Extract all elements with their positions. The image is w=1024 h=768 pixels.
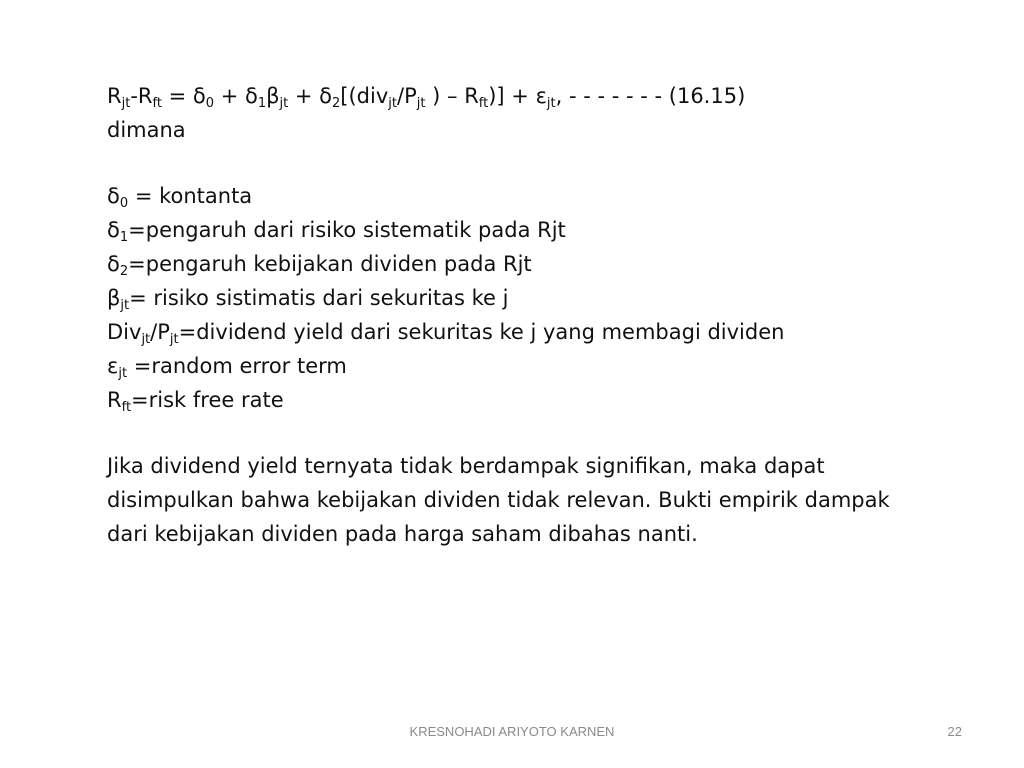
- definition-text: =pengaruh kebijakan dividen pada Rjt: [128, 252, 532, 276]
- definition-symbol: δ: [107, 184, 120, 208]
- definition-symbol: R: [107, 388, 122, 412]
- definition-subscript: jt: [141, 332, 151, 347]
- definition-risk-free: [107, 383, 897, 417]
- definition-beta: [107, 281, 897, 315]
- definition-subscript: ft: [121, 400, 132, 415]
- equation-subscript: jt: [121, 96, 131, 111]
- definition-delta1: [107, 213, 897, 247]
- equation-text: ) – R: [425, 84, 479, 108]
- spacer: [107, 417, 897, 449]
- equation-text: /P: [397, 84, 417, 108]
- definition-subscript: jt: [169, 332, 179, 347]
- equation-text: + δ: [288, 84, 333, 108]
- equation-subscript: jt: [388, 96, 397, 111]
- spacer: [107, 147, 897, 179]
- definition-epsilon: [107, 349, 897, 383]
- definition-text: =dividend yield dari sekuritas ke j yang membagi dividen: [178, 320, 785, 344]
- equation-subscript: ft: [478, 96, 489, 111]
- equation-16-15: [107, 79, 897, 113]
- definition-symbol: β: [107, 286, 121, 310]
- equation-text: , - - - - - - - (16.15): [555, 84, 746, 108]
- equation-text: = δ: [161, 84, 206, 108]
- definition-symbol: Div: [107, 320, 142, 344]
- equation-subscript: jt: [279, 96, 289, 111]
- equation-subscript: jt: [546, 96, 556, 111]
- slide-body: [107, 79, 897, 551]
- definition-symbol: ε: [107, 354, 119, 378]
- definition-text: = risiko sistimatis dari sekuritas ke j: [129, 286, 509, 310]
- equation-subscript: jt: [416, 96, 426, 111]
- equation-subscript: 2: [332, 96, 341, 111]
- footer-author: KRESNOHADI ARIYOTO KARNEN: [409, 724, 615, 739]
- definition-subscript: jt: [120, 298, 130, 313]
- definition-text: =random error term: [127, 354, 347, 378]
- definition-text: = kontanta: [128, 184, 253, 208]
- definition-delta0: [107, 179, 897, 213]
- conclusion-paragraph: Jika dividend yield ternyata tidak berdampak signifikan, maka dapat disimpulkan bahwa kebijakan dividen tidak relevan. Bukti empirik dampak dari kebijakan dividen pada harga saham dibahas nanti.: [107, 454, 890, 546]
- equation-text: )] + ε: [488, 84, 547, 108]
- definition-subscript: jt: [118, 366, 128, 381]
- equation-text: [(div: [340, 84, 389, 108]
- definition-subscript: 1: [119, 230, 129, 245]
- definition-delta2: [107, 247, 897, 281]
- equation-text: -R: [130, 84, 153, 108]
- definition-subscript: 2: [119, 264, 129, 279]
- definition-text: =risk free rate: [131, 388, 284, 412]
- equation-subscript: 0: [205, 96, 215, 111]
- definition-subscript: 0: [119, 196, 129, 211]
- equation-text: + δ: [214, 84, 258, 108]
- definition-dividend-yield: [107, 315, 897, 349]
- definition-symbol: /P: [150, 320, 170, 344]
- equation-subscript: 1: [257, 96, 267, 111]
- dimana-label: dimana: [107, 118, 186, 142]
- definition-text: =pengaruh dari risiko sistematik pada Rjt: [128, 218, 566, 242]
- definition-symbol: δ: [107, 218, 120, 242]
- equation-text: R: [107, 84, 122, 108]
- definition-symbol: δ: [107, 252, 120, 276]
- equation-text: β: [266, 84, 280, 108]
- page-number: 22: [947, 724, 962, 739]
- equation-subscript: ft: [152, 96, 162, 111]
